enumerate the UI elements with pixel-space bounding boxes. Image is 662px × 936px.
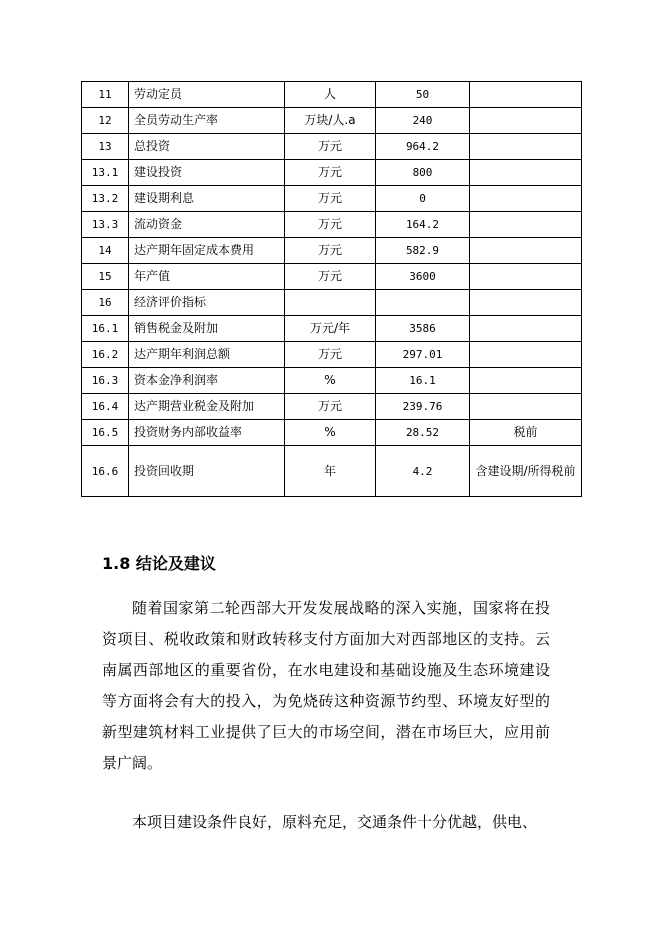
- cell-value: 964.2: [376, 134, 470, 160]
- cell-note: [470, 134, 582, 160]
- cell-number: 16.3: [82, 368, 129, 394]
- cell-note: [470, 394, 582, 420]
- cell-item: 劳动定员: [129, 82, 285, 108]
- cell-number: 12: [82, 108, 129, 134]
- cell-value: 582.9: [376, 238, 470, 264]
- cell-unit: 万元: [285, 212, 376, 238]
- indicator-table-body: [82, 82, 582, 497]
- table-row: [82, 264, 582, 290]
- table-row: [82, 186, 582, 212]
- table-row: [82, 134, 582, 160]
- cell-number: 13.1: [82, 160, 129, 186]
- cell-number: 15: [82, 264, 129, 290]
- cell-unit: 万元/年: [285, 316, 376, 342]
- cell-unit: 万元: [285, 342, 376, 368]
- cell-unit: 万块/人.a: [285, 108, 376, 134]
- cell-number: 13: [82, 134, 129, 160]
- cell-number: 16.2: [82, 342, 129, 368]
- cell-note: [470, 290, 582, 316]
- cell-note: [470, 212, 582, 238]
- cell-number: 16.1: [82, 316, 129, 342]
- table-row: [82, 290, 582, 316]
- cell-item: 投资财务内部收益率: [129, 420, 285, 446]
- cell-item: 达产期年固定成本费用: [129, 238, 285, 264]
- table-row: [82, 160, 582, 186]
- section-heading: 1.8 结论及建议: [102, 554, 216, 573]
- cell-item: 资本金净利润率: [129, 368, 285, 394]
- cell-note: [470, 238, 582, 264]
- cell-unit: 人: [285, 82, 376, 108]
- cell-note: 含建设期/所得税前: [470, 446, 582, 497]
- indicator-table: [81, 81, 582, 497]
- cell-value: 3586: [376, 316, 470, 342]
- cell-note: [470, 186, 582, 212]
- table-row: [82, 368, 582, 394]
- cell-value: 0: [376, 186, 470, 212]
- cell-note: [470, 316, 582, 342]
- cell-note: [470, 160, 582, 186]
- paragraph-2: 本项目建设条件良好，原料充足，交通条件十分优越，供电、: [132, 813, 538, 831]
- cell-unit: %: [285, 420, 376, 446]
- cell-item: 投资回收期: [129, 446, 285, 497]
- cell-item: 经济评价指标: [129, 290, 285, 316]
- cell-note: [470, 368, 582, 394]
- cell-value: 164.2: [376, 212, 470, 238]
- cell-item: 销售税金及附加: [129, 316, 285, 342]
- cell-number: 13.2: [82, 186, 129, 212]
- cell-number: 11: [82, 82, 129, 108]
- cell-unit: 万元: [285, 134, 376, 160]
- cell-value: 297.01: [376, 342, 470, 368]
- table-row: [82, 394, 582, 420]
- cell-value: 239.76: [376, 394, 470, 420]
- cell-item: 全员劳动生产率: [129, 108, 285, 134]
- cell-value: 4.2: [376, 446, 470, 497]
- table-row: [82, 238, 582, 264]
- cell-unit: 万元: [285, 160, 376, 186]
- cell-item: 总投资: [129, 134, 285, 160]
- cell-value: 16.1: [376, 368, 470, 394]
- table-row: [82, 446, 582, 497]
- cell-note: 税前: [470, 420, 582, 446]
- cell-item: 达产期年利润总额: [129, 342, 285, 368]
- cell-unit: 万元: [285, 186, 376, 212]
- cell-value: 28.52: [376, 420, 470, 446]
- cell-value: 800: [376, 160, 470, 186]
- cell-note: [470, 108, 582, 134]
- cell-item: 建设投资: [129, 160, 285, 186]
- cell-number: 16.6: [82, 446, 129, 497]
- cell-item: 年产值: [129, 264, 285, 290]
- cell-item: 流动资金: [129, 212, 285, 238]
- table-row: [82, 82, 582, 108]
- cell-number: 13.3: [82, 212, 129, 238]
- paragraph-1: 随着国家第二轮西部大开发发展战略的深入实施，国家将在投资项目、税收政策和财政转移支付方面加大对西部地区的支持。云南属西部地区的重要省份，在水电建设和基础设施及生态环境建设等方面将会有大的投入，为免烧砖这种资源节约型、环境友好型的新型建筑材料工业提供了巨大的市场空间，潜在市场巨大，应用前景广阔。: [102, 599, 550, 772]
- cell-item: 建设期利息: [129, 186, 285, 212]
- cell-unit: 万元: [285, 264, 376, 290]
- table-row: [82, 342, 582, 368]
- cell-unit: 万元: [285, 238, 376, 264]
- cell-number: 16.5: [82, 420, 129, 446]
- table-row: [82, 212, 582, 238]
- cell-unit: 万元: [285, 394, 376, 420]
- cell-unit: [285, 290, 376, 316]
- table-row: [82, 108, 582, 134]
- cell-note: [470, 264, 582, 290]
- table-row: [82, 420, 582, 446]
- cell-note: [470, 82, 582, 108]
- cell-item: 达产期营业税金及附加: [129, 394, 285, 420]
- table-row: [82, 316, 582, 342]
- cell-value: 3600: [376, 264, 470, 290]
- cell-number: 16: [82, 290, 129, 316]
- cell-value: 50: [376, 82, 470, 108]
- cell-value: [376, 290, 470, 316]
- cell-note: [470, 342, 582, 368]
- cell-unit: 年: [285, 446, 376, 497]
- cell-number: 16.4: [82, 394, 129, 420]
- cell-value: 240: [376, 108, 470, 134]
- cell-unit: %: [285, 368, 376, 394]
- cell-number: 14: [82, 238, 129, 264]
